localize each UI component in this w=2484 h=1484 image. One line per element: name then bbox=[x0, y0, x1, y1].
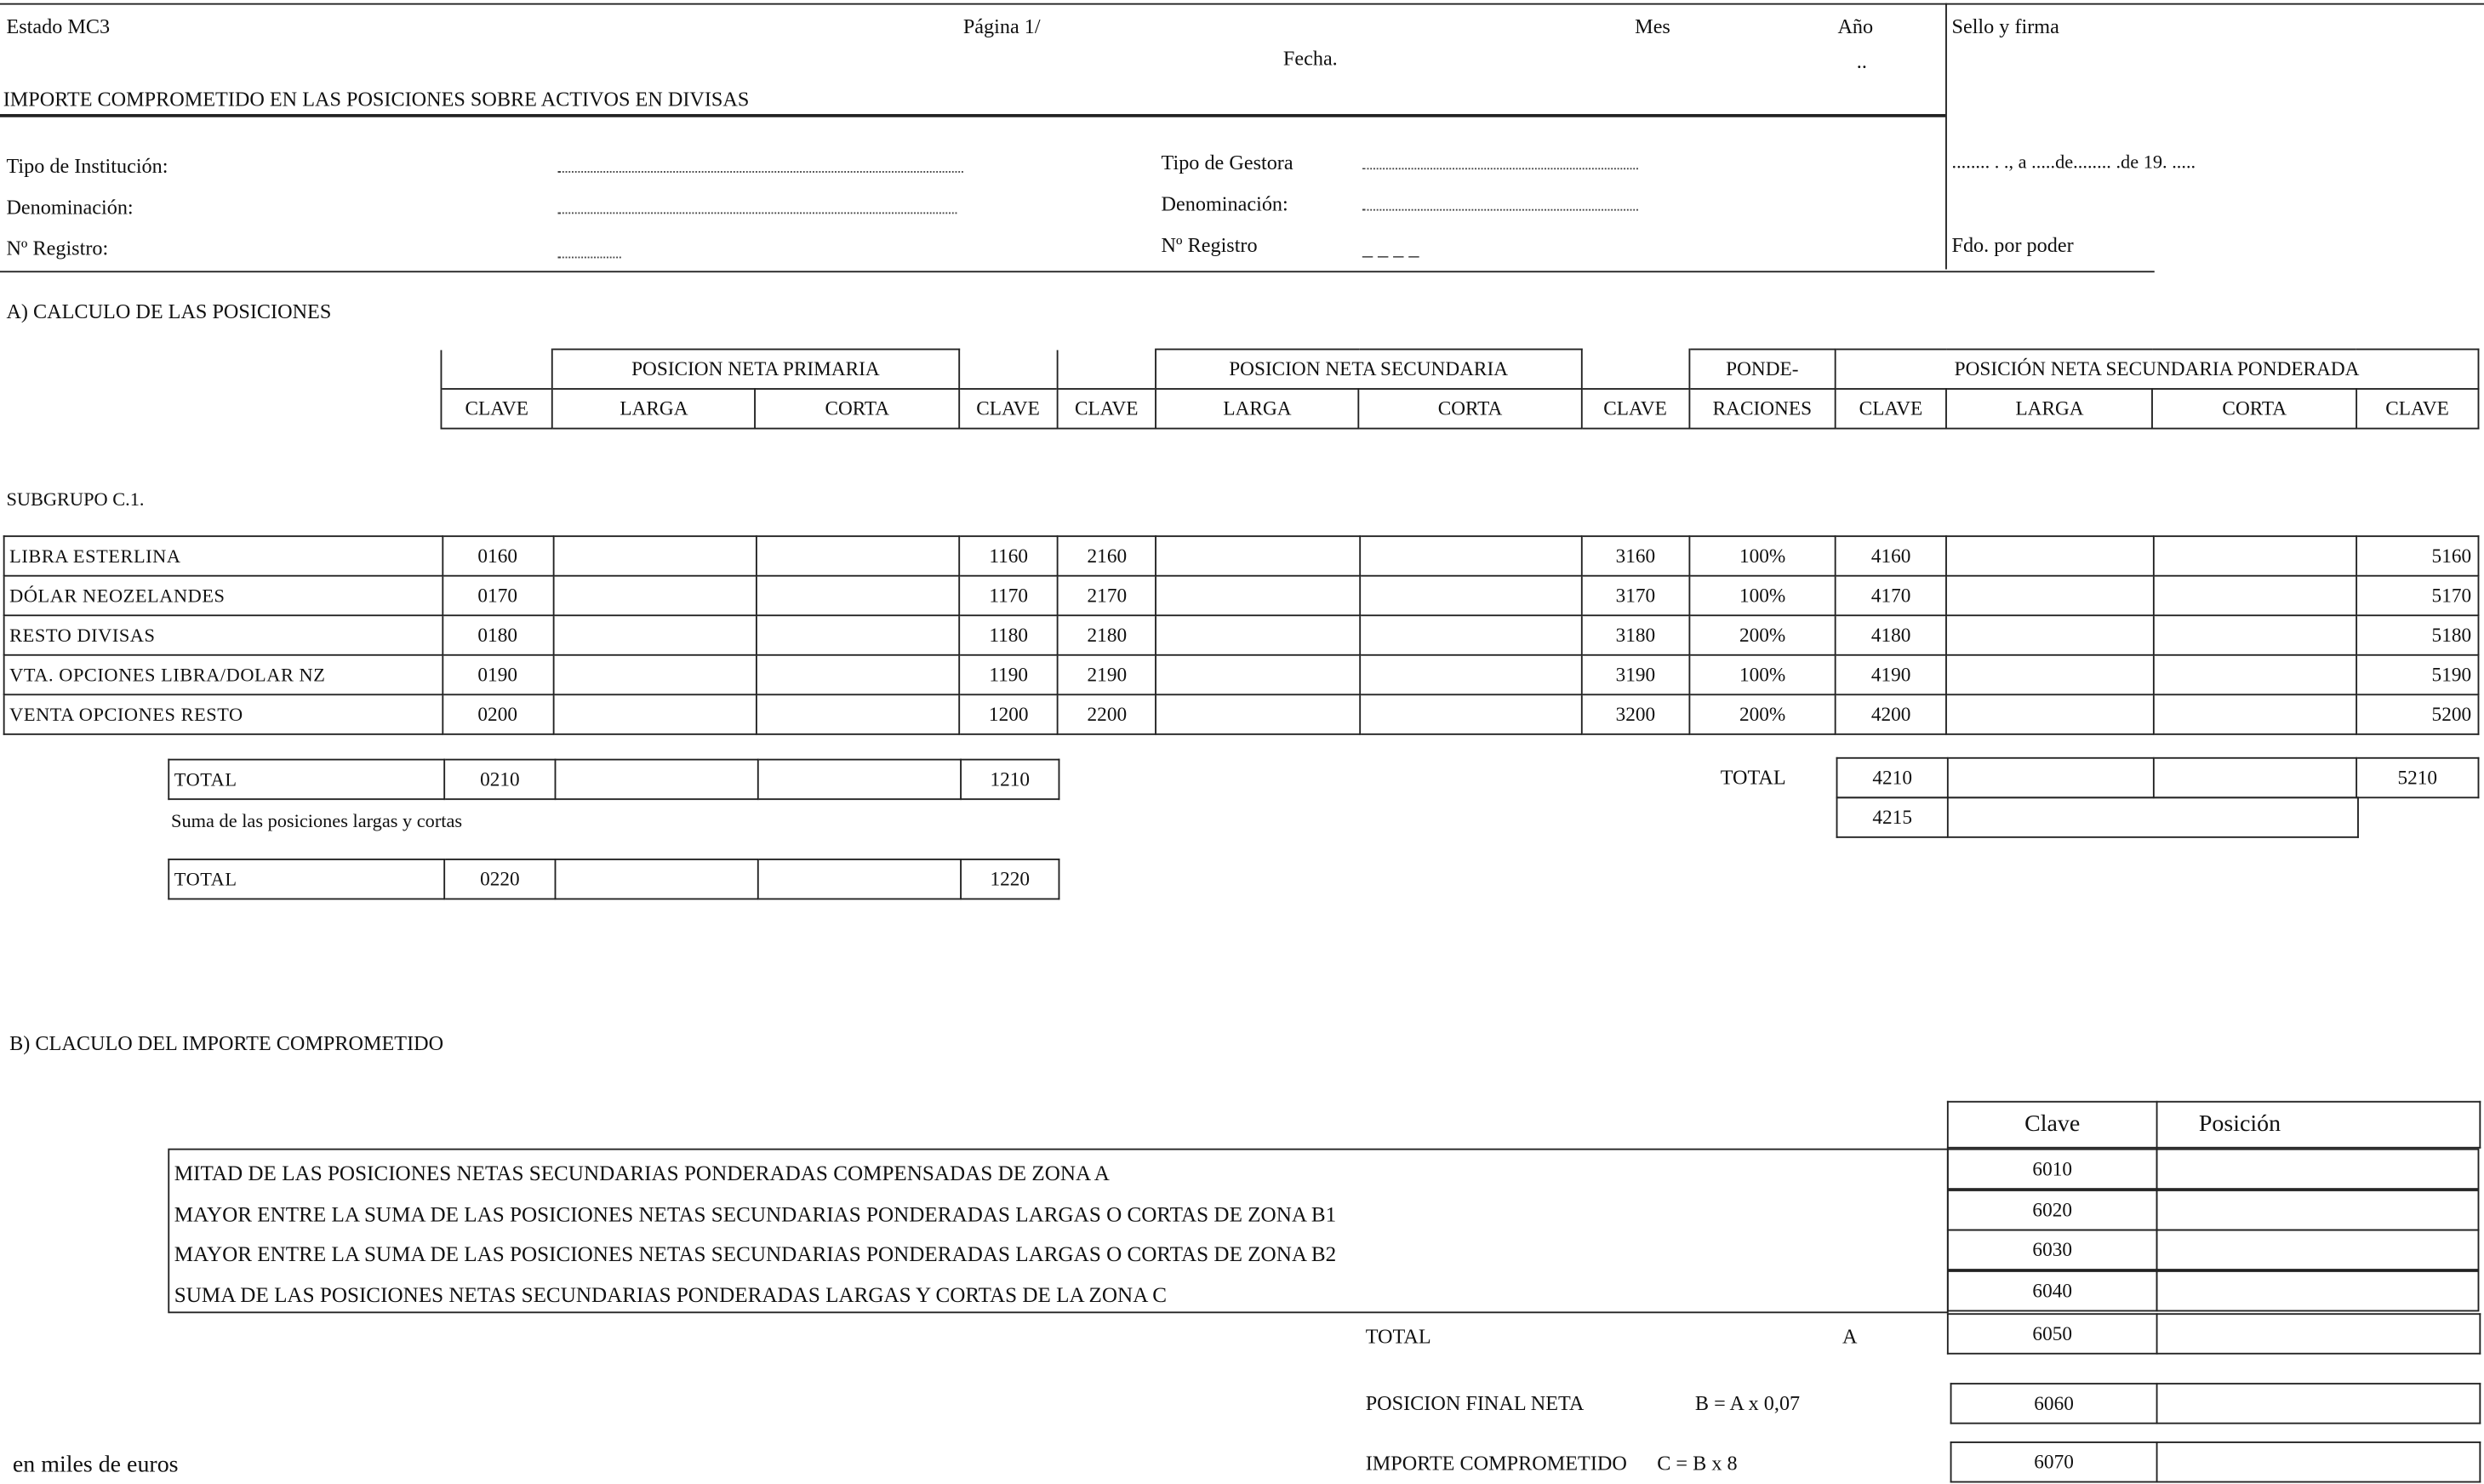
total-right-corta-cell[interactable] bbox=[2154, 758, 2356, 798]
row-larga-primaria[interactable] bbox=[553, 615, 757, 655]
table-row bbox=[4, 536, 2479, 576]
row-corta-ponderada[interactable] bbox=[2153, 576, 2356, 616]
row-clave: 2190 bbox=[1058, 655, 1156, 695]
row-corta-ponderada[interactable] bbox=[2153, 655, 2356, 695]
row-clave: 0160 bbox=[442, 536, 553, 576]
total1-larga-cell[interactable] bbox=[555, 760, 757, 800]
row-clave: 4180 bbox=[1836, 615, 1947, 655]
total-right-clave2: 5210 bbox=[2356, 758, 2478, 798]
anio-label: Año bbox=[1837, 14, 1874, 38]
tipo-gestora-label: Tipo de Gestora bbox=[1161, 150, 1293, 174]
importe-formula: C = B x 8 bbox=[1657, 1451, 1738, 1475]
header-clave: CLAVE bbox=[1581, 389, 1689, 429]
row-clave: 1200 bbox=[959, 694, 1058, 734]
total2-clave: 0220 bbox=[444, 859, 555, 899]
row-clave: 3180 bbox=[1581, 615, 1689, 655]
row-label: RESTO DIVISAS bbox=[4, 615, 443, 655]
header-table bbox=[441, 349, 2480, 430]
row-clave: 5180 bbox=[2356, 615, 2479, 655]
row-corta-secundaria[interactable] bbox=[1359, 615, 1581, 655]
total1-clave: 0210 bbox=[444, 760, 555, 800]
pagina-label: Página 1/ bbox=[962, 14, 1041, 38]
tipo-institucion-field[interactable] bbox=[557, 171, 963, 173]
row-larga-secundaria[interactable] bbox=[1156, 655, 1360, 695]
b-row-label: SUMA DE LAS POSICIONES NETAS SECUNDARIAS PONDERADAS LARGAS Y CORTAS DE LA ZONA C bbox=[174, 1281, 1168, 1306]
row-clave: 4190 bbox=[1836, 655, 1947, 695]
b-row-label: MITAD DE LAS POSICIONES NETAS SECUNDARIAS PONDERADAS COMPENSADAS DE ZONA A bbox=[174, 1161, 1110, 1185]
b-total-table bbox=[1947, 1313, 2481, 1354]
b-row-posicion-cell[interactable] bbox=[2156, 1189, 2480, 1230]
row-corta-primaria[interactable] bbox=[757, 576, 960, 616]
row-larga-secundaria[interactable] bbox=[1156, 536, 1360, 576]
row-clave: 1180 bbox=[959, 615, 1058, 655]
registro-field[interactable] bbox=[557, 257, 620, 259]
header-corta: CORTA bbox=[2153, 389, 2356, 429]
importe-label: IMPORTE COMPROMETIDO bbox=[1365, 1451, 1627, 1475]
total-right-larga-cell[interactable] bbox=[1948, 758, 2154, 798]
row-ponderacion: 100% bbox=[1689, 576, 1836, 616]
subgroup-label: SUBGRUPO C.1. bbox=[6, 488, 145, 511]
row-corta-primaria[interactable] bbox=[757, 615, 960, 655]
final-formula: B = A x 0,07 bbox=[1694, 1390, 1801, 1415]
form-title: IMPORTE COMPROMETIDO EN LAS POSICIONES SOBRE ACTIVOS EN DIVISAS bbox=[3, 87, 750, 111]
title-rule bbox=[0, 114, 1945, 117]
footnote: en miles de euros bbox=[12, 1453, 179, 1478]
b-header-posicion: Posición bbox=[2157, 1102, 2481, 1148]
header-cell-empty bbox=[441, 349, 552, 389]
tipo-gestora-field[interactable] bbox=[1362, 168, 1638, 169]
row-clave: 5170 bbox=[2356, 576, 2479, 616]
row-larga-primaria[interactable] bbox=[553, 694, 757, 734]
row-clave: 0180 bbox=[442, 615, 553, 655]
row-clave: 0170 bbox=[442, 576, 553, 616]
final-label: POSICION FINAL NETA bbox=[1365, 1390, 1585, 1415]
row-larga-secundaria[interactable] bbox=[1156, 615, 1360, 655]
suma-label: Suma de las posiciones largas y cortas bbox=[171, 809, 463, 832]
header-corta: CORTA bbox=[1359, 389, 1581, 429]
row-larga-secundaria[interactable] bbox=[1156, 694, 1360, 734]
total-right-label: TOTAL bbox=[1720, 765, 1786, 790]
total2-label: TOTAL bbox=[168, 859, 444, 899]
row-clave: 1170 bbox=[959, 576, 1058, 616]
row-corta-primaria[interactable] bbox=[757, 694, 960, 734]
mes-label: Mes bbox=[1635, 14, 1670, 38]
header-raciones: RACIONES bbox=[1689, 389, 1836, 429]
suma-right-table bbox=[1836, 796, 2359, 837]
total1-table bbox=[168, 759, 1059, 800]
registro-gestora-label: Nº Registro bbox=[1161, 232, 1258, 257]
header-clave: CLAVE bbox=[1057, 389, 1156, 429]
header-larga: LARGA bbox=[552, 389, 756, 429]
row-corta-primaria[interactable] bbox=[757, 536, 960, 576]
section-a-title: A) CALCULO DE LAS POSICIONES bbox=[6, 299, 332, 323]
row-clave: 5160 bbox=[2356, 536, 2479, 576]
row-ponderacion: 100% bbox=[1689, 536, 1836, 576]
row-larga-ponderada[interactable] bbox=[1946, 655, 2152, 695]
row-label: LIBRA ESTERLINA bbox=[4, 536, 443, 576]
importe-cell[interactable] bbox=[2157, 1442, 2481, 1482]
row-corta-primaria[interactable] bbox=[757, 655, 960, 695]
row-clave: 1160 bbox=[959, 536, 1058, 576]
row-label: VENTA OPCIONES RESTO bbox=[4, 694, 443, 734]
header-clave: CLAVE bbox=[2356, 389, 2479, 429]
row-clave: 2200 bbox=[1058, 694, 1156, 734]
b-row-clave: 6010 bbox=[1947, 1149, 2158, 1190]
final-cell[interactable] bbox=[2157, 1384, 2481, 1424]
header-divider bbox=[1945, 3, 1947, 270]
header-primaria: POSICION NETA PRIMARIA bbox=[552, 349, 959, 389]
row-clave: 4170 bbox=[1836, 576, 1947, 616]
final-table bbox=[1950, 1383, 2481, 1424]
row-ponderacion: 200% bbox=[1689, 615, 1836, 655]
b-row-label: MAYOR ENTRE LA SUMA DE LAS POSICIONES NETAS SECUNDARIAS PONDERADAS LARGAS O CORTAS DE ZONA B1 bbox=[174, 1201, 1337, 1225]
row-corta-ponderada[interactable] bbox=[2153, 536, 2356, 576]
b-total-clave: 6050 bbox=[1948, 1314, 2157, 1354]
row-corta-secundaria[interactable] bbox=[1359, 536, 1581, 576]
header-corta: CORTA bbox=[756, 389, 959, 429]
row-clave: 4200 bbox=[1836, 694, 1947, 734]
total-right-table bbox=[1836, 757, 2480, 798]
b-row-clave: 6040 bbox=[1947, 1270, 2158, 1310]
b-row-label: MAYOR ENTRE LA SUMA DE LAS POSICIONES NETAS SECUNDARIAS PONDERADAS LARGAS O CORTAS DE ZONA B2 bbox=[174, 1241, 1337, 1266]
estado-label: Estado MC3 bbox=[6, 14, 111, 38]
header-top-rule bbox=[0, 3, 2484, 5]
b-row-posicion-cell[interactable] bbox=[2156, 1270, 2480, 1310]
b-header-clave: Clave bbox=[1948, 1102, 2157, 1148]
row-corta-secundaria[interactable] bbox=[1359, 576, 1581, 616]
section-b-title: B) CLACULO DEL IMPORTE COMPROMETIDO bbox=[9, 1030, 444, 1055]
header-bottom-rule bbox=[0, 271, 2155, 272]
row-clave: 3190 bbox=[1581, 655, 1689, 695]
positions-table bbox=[3, 535, 2480, 735]
row-corta-ponderada[interactable] bbox=[2153, 694, 2356, 734]
registro-gestora-dashes: _ _ _ _ bbox=[1362, 236, 1419, 260]
header-clave: CLAVE bbox=[959, 389, 1058, 429]
row-clave: 2180 bbox=[1058, 615, 1156, 655]
table-row bbox=[4, 576, 2479, 616]
denominacion-gestora-label: Denominación: bbox=[1161, 191, 1288, 216]
row-clave: 5200 bbox=[2356, 694, 2479, 734]
header-larga: LARGA bbox=[1156, 389, 1359, 429]
total1-label: TOTAL bbox=[168, 760, 444, 800]
row-clave: 1190 bbox=[959, 655, 1058, 695]
row-clave: 3170 bbox=[1581, 576, 1689, 616]
row-larga-primaria[interactable] bbox=[553, 576, 757, 616]
b-header-table bbox=[1947, 1101, 2481, 1149]
b-row-clave: 6030 bbox=[1947, 1230, 2158, 1270]
suma-right-cell[interactable] bbox=[1948, 797, 2358, 837]
b-total-letter: A bbox=[1842, 1324, 1858, 1349]
row-clave: 2170 bbox=[1058, 576, 1156, 616]
suma-right-clave: 4215 bbox=[1837, 797, 1948, 837]
header-cell-empty bbox=[1581, 349, 1689, 389]
row-larga-primaria[interactable] bbox=[553, 655, 757, 695]
total1-corta-cell[interactable] bbox=[758, 760, 961, 800]
row-ponderacion: 200% bbox=[1689, 694, 1836, 734]
row-larga-secundaria[interactable] bbox=[1156, 576, 1360, 616]
sello-label: Sello y firma bbox=[1951, 14, 2059, 38]
row-clave: 3160 bbox=[1581, 536, 1689, 576]
table-row bbox=[4, 615, 2479, 655]
row-larga-ponderada[interactable] bbox=[1946, 536, 2152, 576]
row-larga-ponderada[interactable] bbox=[1946, 576, 2152, 616]
row-clave: 0190 bbox=[442, 655, 553, 695]
final-clave: 6060 bbox=[1951, 1384, 2157, 1424]
total-right-clave: 4210 bbox=[1837, 758, 1948, 798]
table-row bbox=[4, 694, 2479, 734]
denominacion-field[interactable] bbox=[557, 212, 956, 214]
b-total-cell[interactable] bbox=[2157, 1314, 2481, 1354]
denominacion-label: Denominación: bbox=[6, 194, 134, 219]
fecha-label: Fecha. bbox=[1282, 45, 1338, 70]
row-clave: 3200 bbox=[1581, 694, 1689, 734]
row-larga-ponderada[interactable] bbox=[1946, 615, 2152, 655]
denominacion-gestora-field[interactable] bbox=[1362, 209, 1638, 211]
b-total-label: TOTAL bbox=[1365, 1324, 1431, 1349]
importe-clave: 6070 bbox=[1951, 1442, 2157, 1482]
header-cell-empty bbox=[959, 349, 1058, 389]
row-corta-secundaria[interactable] bbox=[1359, 694, 1581, 734]
row-clave: 2160 bbox=[1058, 536, 1156, 576]
row-larga-ponderada[interactable] bbox=[1946, 694, 2152, 734]
b-row-posicion-cell[interactable] bbox=[2156, 1149, 2480, 1190]
row-label: VTA. OPCIONES LIBRA/DOLAR NZ bbox=[4, 655, 443, 695]
total2-corta-cell[interactable] bbox=[758, 859, 961, 899]
fdo-label: Fdo. por poder bbox=[1951, 232, 2074, 257]
total2-larga-cell[interactable] bbox=[555, 859, 757, 899]
total2-table bbox=[168, 859, 1059, 899]
b-row-posicion-cell[interactable] bbox=[2156, 1230, 2480, 1270]
row-corta-ponderada[interactable] bbox=[2153, 615, 2356, 655]
registro-label: Nº Registro: bbox=[6, 236, 109, 260]
row-label: DÓLAR NEOZELANDES bbox=[4, 576, 443, 616]
total2-clave2: 1220 bbox=[961, 859, 1059, 899]
row-clave: 5190 bbox=[2356, 655, 2479, 695]
anio-dots: .. bbox=[1856, 49, 1867, 73]
lugar-fecha: ........ . ., a .....de........ .de 19. ..... bbox=[1951, 150, 2196, 173]
row-larga-primaria[interactable] bbox=[553, 536, 757, 576]
b-row-clave: 6020 bbox=[1947, 1189, 2158, 1230]
header-clave: CLAVE bbox=[1836, 389, 1947, 429]
header-secundaria: POSICION NETA SECUNDARIA bbox=[1156, 349, 1581, 389]
header-ponderada: POSICIÓN NETA SECUNDARIA PONDERADA bbox=[1836, 349, 2479, 389]
row-corta-secundaria[interactable] bbox=[1359, 655, 1581, 695]
header-larga: LARGA bbox=[1946, 389, 2153, 429]
header-ponde: PONDE- bbox=[1689, 349, 1836, 389]
header-clave: CLAVE bbox=[441, 389, 552, 429]
row-ponderacion: 100% bbox=[1689, 655, 1836, 695]
row-clave: 4160 bbox=[1836, 536, 1947, 576]
importe-table bbox=[1950, 1441, 2481, 1482]
row-clave: 0200 bbox=[442, 694, 553, 734]
total1-clave2: 1210 bbox=[961, 760, 1059, 800]
table-row bbox=[4, 655, 2479, 695]
tipo-institucion-label: Tipo de Institución: bbox=[6, 153, 168, 178]
header-cell-empty bbox=[1057, 349, 1156, 389]
